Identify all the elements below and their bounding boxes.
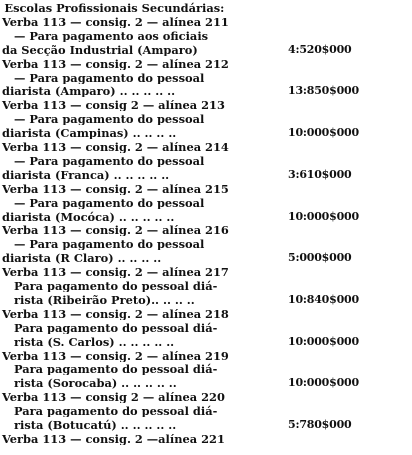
budget-entry-line <box>0 127 412 139</box>
amount-value: 5:000$000 <box>288 252 352 265</box>
line-text: rista (S. Carlos) .. .. .. .. .. <box>14 335 175 348</box>
text-line <box>0 266 412 278</box>
amount-value: 10:000$000 <box>288 210 359 223</box>
text-line <box>0 350 412 362</box>
budget-entry-line <box>0 169 412 181</box>
line-text: diarista (Amparo) .. .. .. .. .. <box>2 85 176 98</box>
budget-entry-line <box>0 419 412 431</box>
text-line <box>0 433 412 445</box>
budget-entry-line <box>0 85 412 97</box>
text-line <box>0 197 412 209</box>
text-line <box>0 363 412 375</box>
budget-entry-line <box>0 44 412 56</box>
text-line <box>0 391 412 403</box>
line-text: Verba 113 — consig. 2 — alínea 219 <box>2 349 229 362</box>
line-text: Verba 113 — consig. 2 — alínea 215 <box>2 182 229 195</box>
line-text: Verba 113 — consig. 2 — alínea 217 <box>2 266 229 279</box>
amount-value: 10:840$000 <box>288 293 359 306</box>
line-text: da Secção Industrial (Amparo) <box>2 43 198 56</box>
amount-value: 10:000$000 <box>288 127 359 140</box>
text-line <box>0 322 412 334</box>
text-line <box>0 58 412 70</box>
line-text: Verba 113 — consig. 2 — alínea 212 <box>2 57 229 70</box>
text-line <box>0 72 412 84</box>
line-text: Para pagamento do pessoal diá- <box>14 405 218 418</box>
line-text: — Para pagamento do pessoal <box>14 154 205 167</box>
line-text: diarista (Campinas) .. .. .. .. <box>2 127 177 140</box>
line-text: Verba 113 — consig. 2 — alínea 216 <box>2 224 229 237</box>
text-line <box>0 16 412 28</box>
line-text: Verba 113 — consig 2 — alínea 220 <box>2 391 225 404</box>
text-line <box>0 30 412 42</box>
line-text: rista (Ribeirão Preto).. .. .. .. <box>14 293 195 306</box>
amount-value: 4:520$000 <box>288 43 352 56</box>
text-line <box>0 280 412 292</box>
line-text: — Para pagamento do pessoal <box>14 196 205 209</box>
text-line <box>0 308 412 320</box>
budget-entry-line <box>0 252 412 264</box>
line-text: diarista (R Claro) .. .. .. .. <box>2 252 162 265</box>
section-heading-text: Escolas Profissionais Secundárias: <box>4 2 225 14</box>
text-line <box>0 238 412 250</box>
text-line <box>0 224 412 236</box>
line-text: Para pagamento do pessoal diá- <box>14 280 218 292</box>
line-text: Verba 113 — consig 2 — alínea 213 <box>2 99 225 112</box>
amount-value: 13:850$000 <box>288 85 359 98</box>
line-text: rista (Botucatú) .. .. .. .. .. <box>14 419 177 431</box>
line-text: rista (Sorocaba) .. .. .. .. .. <box>14 377 177 390</box>
line-text: Verba 113 — consig. 2 — alínea 211 <box>2 15 229 28</box>
text-line <box>0 141 412 153</box>
amount-value: 3:610$000 <box>288 168 352 181</box>
line-text: Verba 113 — consig. 2 —alínea 221 <box>2 432 225 445</box>
line-text: Para pagamento do pessoal diá- <box>14 363 218 376</box>
text-line <box>0 405 412 417</box>
line-text: — Para pagamento do pessoal <box>14 238 205 251</box>
budget-entry-line <box>0 377 412 389</box>
line-text: — Para pagamento do pessoal <box>14 113 205 126</box>
budget-entry-line <box>0 211 412 223</box>
budget-entry-line <box>0 294 412 306</box>
budget-entry-line <box>0 336 412 348</box>
amount-value: 5:780$000 <box>288 419 352 431</box>
line-text: Para pagamento do pessoal diá- <box>14 321 218 334</box>
text-line <box>0 183 412 195</box>
amount-value: 10:000$000 <box>288 377 359 390</box>
line-text: diarista (Mocóca) .. .. .. .. .. <box>2 210 175 223</box>
line-text: — Para pagamento aos oficiais <box>14 29 209 42</box>
amount-value: 10:000$000 <box>288 335 359 348</box>
section-heading <box>0 2 412 14</box>
line-text: Verba 113 — consig. 2 — alínea 214 <box>2 141 229 153</box>
text-line <box>0 113 412 125</box>
text-line <box>0 155 412 167</box>
line-text: diarista (Franca) .. .. .. .. .. <box>2 168 170 181</box>
text-line <box>0 99 412 111</box>
line-text: Verba 113 — consig. 2 — alínea 218 <box>2 307 229 320</box>
line-text: — Para pagamento do pessoal <box>14 71 205 84</box>
